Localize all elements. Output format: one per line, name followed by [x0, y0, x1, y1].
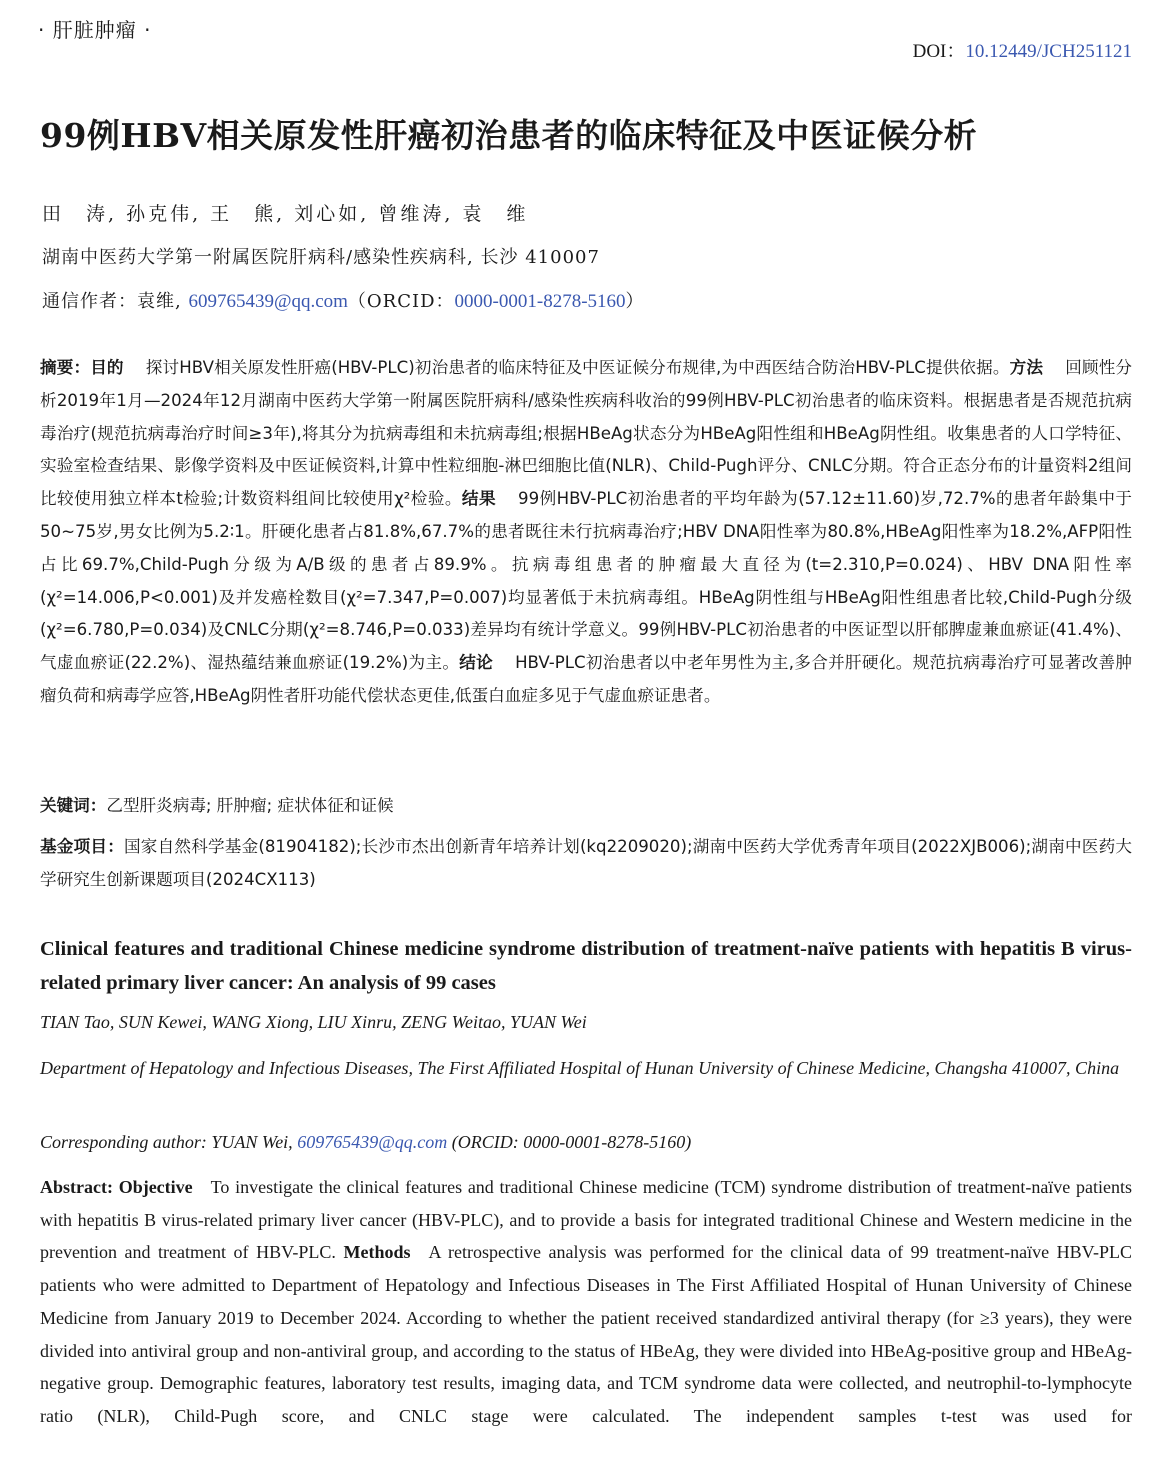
conclusion-label-cn: 结论 — [459, 653, 494, 673]
abstract-en — [40, 1171, 1132, 1433]
abstract-label-en: Abstract: — [40, 1177, 119, 1197]
keywords-cn — [40, 790, 1132, 822]
authors-cn: 田 涛, 孙克伟, 王 熊, 刘心如, 曾维涛, 袁 维 — [42, 203, 529, 225]
funding-text-cn: 国家自然科学基金(81904182);长沙市杰出创新青年培养计划(kq2209020);湖南中医药大学优秀青年项目(2022XJB006);湖南中医药大学研究生创新课题项目(2024CX113) — [40, 837, 1133, 889]
abstract-cn — [40, 352, 1132, 713]
objective-label-cn: 目的 — [90, 358, 124, 377]
affiliation-en: Department of Hepatology and Infectious Diseases, The First Affiliated Hospital of Hunan University of Chinese Medicine, Changsha 410007, China — [40, 1058, 1120, 1078]
orcid-en: (ORCID: 0000-0001-8278-5160) — [447, 1132, 692, 1152]
title-en: Clinical features and traditional Chinese medicine syndrome distribution of treatment-naïve patients with hepatitis B virus-related primary liver cancer: An analysis of 99 cases — [40, 938, 1132, 994]
funding-label-cn: 基金项目： — [40, 837, 124, 856]
corresponding-author-en — [40, 1132, 691, 1153]
doi-link[interactable]: 10.12449/JCH251121 — [965, 41, 1132, 62]
corresponding-label-en: Corresponding author: YUAN Wei, — [40, 1132, 298, 1152]
email-link-cn[interactable]: 609765439@qq.com — [188, 291, 348, 312]
corresponding-author-cn — [42, 287, 645, 313]
results-text-cn: 99例HBV-PLC初治患者的平均年龄为(57.12±11.60)岁,72.7%的患者年龄集中于50~75岁,男女比例为5.2∶1。肝硬化患者占81.8%,67.7%的患者既往未行抗病毒治疗;HBV DNA阳性率为80.8%,HBeAg阳性率为18.2%,AFP阳性占比69.7%,Child-Pugh分级为A/B级的患者占89.9%。抗病毒组患者的肿瘤最大直径为(t=2.310,P=0.024)、HBV DNA阳性率(χ²=14.006,P<0.001)及并发癌栓数目(χ²=7.347,P=0.007)均显著低于未抗病毒组。HBeAg阴性组与HBeAg阳性组患者比较,Child-Pugh分级(χ²=6.780,P=0.034)及CNLC分期(χ²=8.746,P=0.033)差异均有统计学意义。99例HBV-PLC初治患者的中医证型以肝郁脾虚兼血瘀证(41.4%)、气虚血瘀证(22.2%)、湿热蕴结兼血瘀证(19.2%)为主。 — [40, 489, 1132, 673]
methods-label-en: Methods — [343, 1242, 411, 1263]
objective-text-cn: 探讨HBV相关原发性肝癌(HBV-PLC)初治患者的临床特征及中医证候分布规律,为中西医结合防治HBV-PLC提供依据。 — [145, 358, 1010, 377]
objective-label-en: Objective — [118, 1177, 193, 1197]
doi — [913, 36, 1132, 63]
affiliation-cn: 湖南中医药大学第一附属医院肝病科/感染性疾病科, 长沙 410007 — [42, 247, 600, 268]
email-link-en[interactable]: 609765439@qq.com — [297, 1132, 448, 1152]
results-label-cn: 结果 — [461, 489, 497, 509]
corresponding-label-cn: 通信作者：袁维, — [42, 291, 189, 312]
authors-en: TIAN Tao, SUN Kewei, WANG Xiong, LIU Xinru, ZENG Weitao, YUAN Wei — [40, 1012, 587, 1032]
orcid-link-cn[interactable]: 0000-0001-8278-5160 — [454, 291, 626, 312]
methods-label-cn: 方法 — [1009, 358, 1044, 377]
orcid-prefix-cn: （ORCID： — [347, 291, 455, 312]
conclusion-text-cn: HBV-PLC初治患者以中老年男性为主,多合并肝硬化。规范抗病毒治疗可显著改善肿瘤负荷和病毒学应答,HBeAg阴性者肝功能代偿状态更佳,低蛋白血症多见于气虚血瘀证患者。 — [40, 653, 1133, 705]
keywords-text-cn: 乙型肝炎病毒; 肝肿瘤; 症状体征和证候 — [106, 796, 394, 815]
funding-cn — [40, 830, 1132, 896]
keywords-label-cn: 关键词： — [40, 796, 107, 815]
objective-text-en: To investigate the clinical features and traditional Chinese medicine (TCM) syndrome distribution of treatment-naïve patients with hepatitis B virus-related primary liver cancer (HBV-PLC), and to provide a basis for integrated traditional Chinese and Western medicine in the prevention and treatment of HBV-PLC. — [40, 1177, 1132, 1263]
doi-label: DOI： — [912, 41, 966, 62]
methods-text-en: A retrospective analysis was performed for the clinical data of 99 treatment-naïve HBV-PLC patients who were admitted to Department of Hepatology and Infectious Diseases in The First Affiliated Hospital of Hunan University of Chinese Medicine from January 2019 to December 2024. According to whether the patient received standardized antiviral therapy (for ≥3 years), they were divided into antiviral group and non-antiviral group, and according to the status of HBeAg, they were divided into HBeAg-positive group and HBeAg-negative group. Demographic features, laboratory test results, imaging data, and TCM syndrome data were collected, and neutrophil-to-lymphocyte ratio (NLR), Child-Pugh score, and CNLC stage were calculated. The independent samples t-test was used for — [40, 1242, 1133, 1426]
abstract-label-cn: 摘要： — [40, 358, 91, 377]
orcid-suffix-cn: ） — [625, 291, 645, 312]
methods-text-cn: 回顾性分析2019年1月—2024年12月湖南中医药大学第一附属医院肝病科/感染性疾病科收治的99例HBV-PLC初治患者的临床资料。根据患者是否规范抗病毒治疗(规范抗病毒治疗时间≥3年),将其分为抗病毒组和未抗病毒组;根据HBeAg状态分为HBeAg阳性组和HBeAg阴性组。收集患者的人口学特征、实验室检查结果、影像学资料及中医证候资料,计算中性粒细胞-淋巴细胞比值(NLR)、Child-Pugh评分、CNLC分期。符合正态分布的计量资料2组间比较使用独立样本t检验;计数资料组间比较使用χ²检验。 — [40, 358, 1133, 509]
title-cn: 99例HBV相关原发性肝癌初治患者的临床特征及中医证候分析 — [40, 116, 978, 155]
section-tag: · 肝脏肿瘤 · — [38, 18, 152, 42]
